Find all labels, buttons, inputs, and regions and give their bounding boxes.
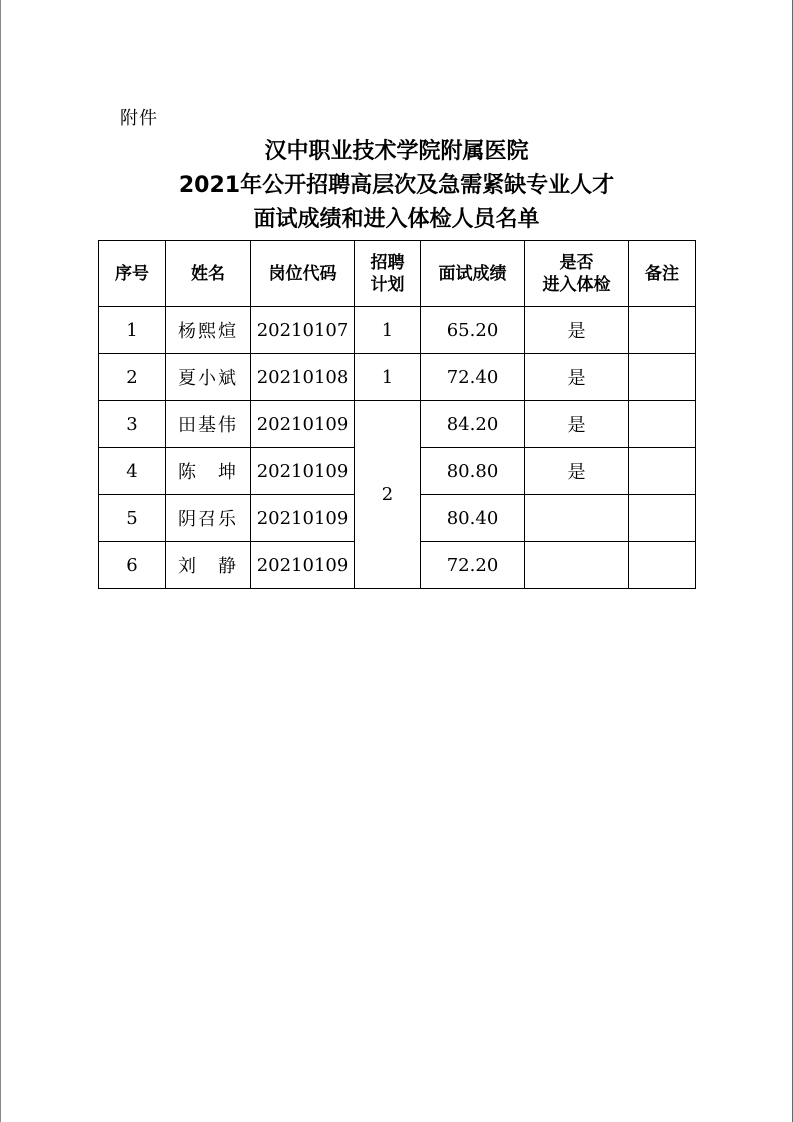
cell-plan: 1 [355, 354, 421, 401]
table-row [99, 354, 696, 401]
attachment-label: 附件 [120, 108, 158, 129]
cell-name: 阴召乐 [166, 495, 251, 542]
cell-index: 5 [99, 495, 166, 542]
header-checkup [525, 241, 629, 307]
header-checkup-line-2: 进入体检 [542, 274, 611, 295]
cell-post-code: 20210107 [251, 307, 355, 354]
cell-post-code: 20210108 [251, 354, 355, 401]
cell-remark [629, 401, 696, 448]
document-title-line-2: 2021年公开招聘高层次及急需紧缺专业人才 [178, 173, 615, 198]
cell-plan-merged: 2 [355, 401, 421, 589]
cell-name: 刘 静 [166, 542, 251, 589]
cell-post-code: 20210109 [251, 542, 355, 589]
header-name: 姓名 [166, 241, 251, 307]
cell-remark [629, 448, 696, 495]
cell-score: 80.80 [421, 448, 525, 495]
header-remark: 备注 [629, 241, 696, 307]
cell-name: 夏小斌 [166, 354, 251, 401]
cell-remark [629, 354, 696, 401]
cell-remark [629, 495, 696, 542]
header-index: 序号 [99, 241, 166, 307]
cell-index: 1 [99, 307, 166, 354]
cell-checkup: 是 [525, 448, 629, 495]
header-checkup-line-1: 是否 [559, 252, 594, 273]
cell-remark [629, 542, 696, 589]
cell-score: 80.40 [421, 495, 525, 542]
cell-name: 陈 坤 [166, 448, 251, 495]
cell-score: 72.20 [421, 542, 525, 589]
cell-checkup: 是 [525, 307, 629, 354]
cell-checkup: 是 [525, 354, 629, 401]
cell-score: 84.20 [421, 401, 525, 448]
cell-checkup: 是 [525, 401, 629, 448]
header-score: 面试成绩 [421, 241, 525, 307]
table-row [99, 401, 696, 448]
header-post-code: 岗位代码 [251, 241, 355, 307]
cell-score: 72.40 [421, 354, 525, 401]
results-table [98, 240, 696, 589]
cell-remark [629, 307, 696, 354]
cell-index: 2 [99, 354, 166, 401]
header-plan-line-1: 招聘 [370, 252, 405, 273]
cell-checkup [525, 542, 629, 589]
cell-score: 65.20 [421, 307, 525, 354]
cell-post-code: 20210109 [251, 495, 355, 542]
document-title-line-1: 汉中职业技术学院附属医院 [264, 139, 529, 164]
cell-post-code: 20210109 [251, 448, 355, 495]
table-header-row [99, 241, 696, 307]
cell-name: 杨熙煊 [166, 307, 251, 354]
header-plan-line-2: 计划 [370, 274, 405, 295]
cell-index: 4 [99, 448, 166, 495]
cell-plan: 1 [355, 307, 421, 354]
cell-name: 田基伟 [166, 401, 251, 448]
cell-index: 3 [99, 401, 166, 448]
cell-index: 6 [99, 542, 166, 589]
cell-checkup [525, 495, 629, 542]
header-plan [355, 241, 421, 307]
table-row [99, 307, 696, 354]
cell-post-code: 20210109 [251, 401, 355, 448]
document-title-line-3: 面试成绩和进入体检人员名单 [253, 207, 540, 232]
